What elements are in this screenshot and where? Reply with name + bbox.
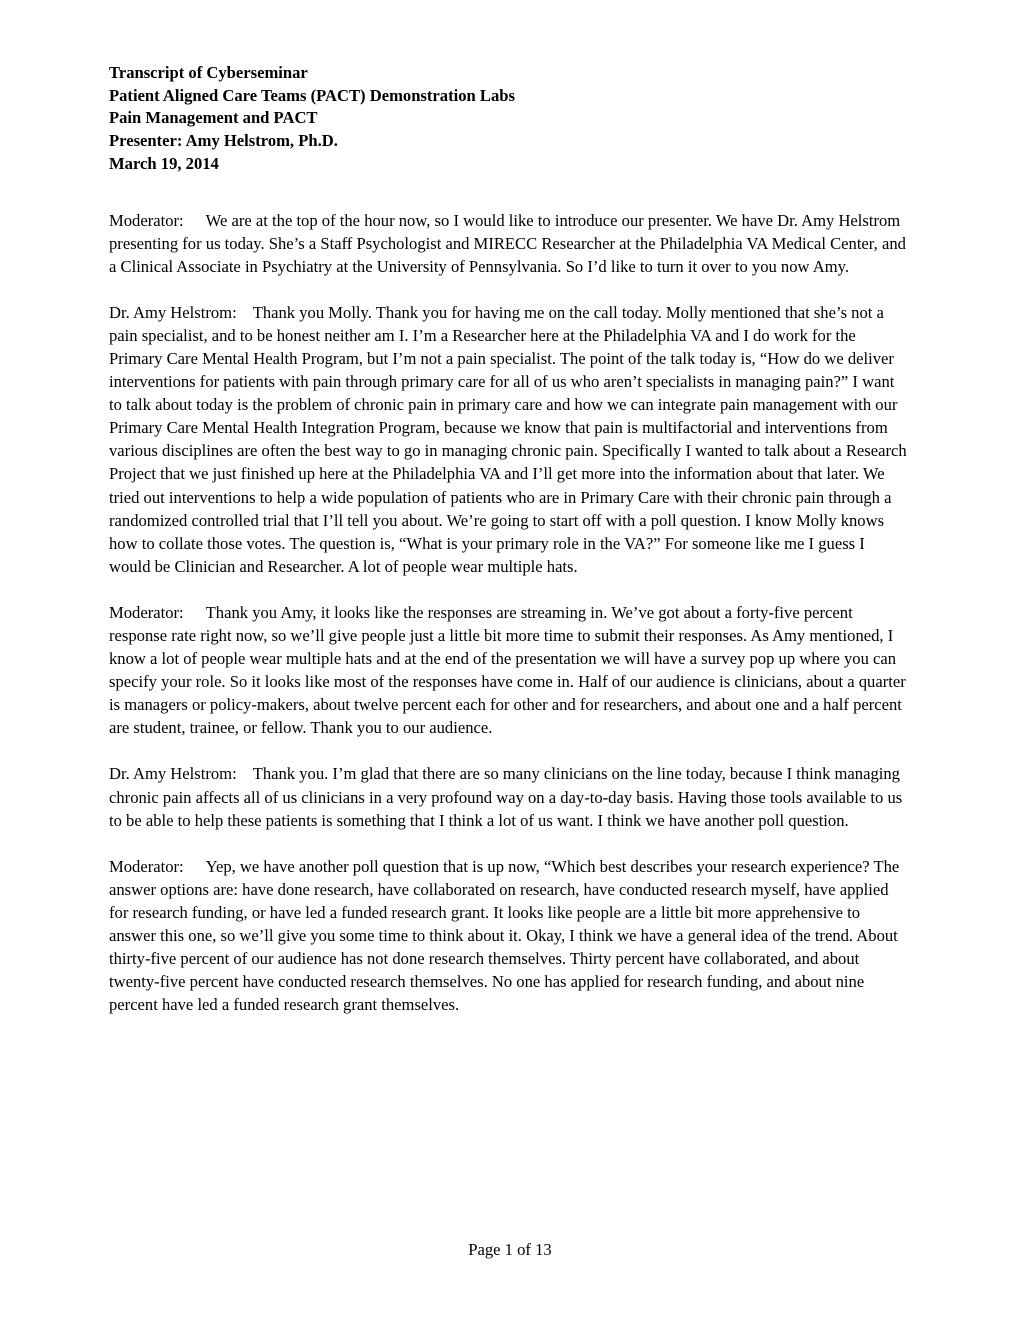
header-title: Transcript of Cyberseminar [109, 63, 308, 82]
header-topic: Pain Management and PACT [109, 108, 318, 128]
transcript-paragraph [109, 601, 909, 740]
document-page [109, 62, 909, 1039]
page-number: Page 1 of 13 [468, 1240, 552, 1259]
speaker-label: Moderator: [109, 856, 184, 876]
transcript-paragraph [109, 855, 909, 1017]
speaker-label: Dr. Amy Helstrom: [109, 302, 237, 322]
speaker-label: Moderator: [109, 210, 184, 230]
transcript-body [109, 209, 909, 1017]
speaker-label: Dr. Amy Helstrom: [109, 764, 237, 784]
transcript-paragraph [109, 762, 909, 831]
header-date: March 19, 2014 [109, 153, 219, 173]
header-series: Patient Aligned Care Teams (PACT) Demonstration Labs [109, 85, 515, 105]
speech-text: Yep, we have another poll question that is up now, “Which best describes your research experience? The answer options are: have done research, have collaborated on research, have conducted research myself, have applied for research funding, or have led a funded research grant. It looks like people are a little bit more apprehensive to answer this one, so we’ll give you some time to think about it. Okay, I think we have a general idea of the trend. About thirty-five percent of our audience has not done research themselves. Thirty percent have collaborated, and about twenty-five percent have conducted research themselves. No one has applied for research funding, and about nine percent have led a funded research grant themselves. [109, 856, 900, 1015]
transcript-paragraph [109, 209, 909, 278]
speech-text: Thank you Amy, it looks like the responses are streaming in. We’ve got about a forty-five percent response rate right now, so we’ll give people just a little bit more time to submit their responses. As Amy mentioned, I know a lot of people wear multiple hats and at the end of the presentation we will have a survey pop up where you can specify your role. So it looks like most of the responses have come in. Half of our audience is clinicians, about a quarter is managers or policy-makers, about twelve percent each for other and for researchers, and about one and a half percent are student, trainee, or fellow. Thank you to our audience. [109, 602, 906, 738]
speech-text: Thank you. I’m glad that there are so many clinicians on the line today, because I think managing chronic pain affects all of us clinicians in a very profound way on a day-to-day basis. Having those tools available to us to be able to help these patients is something that I think a lot of us want. I think we have another poll question. [109, 764, 903, 830]
transcript-paragraph [109, 301, 909, 578]
speaker-label: Moderator: [109, 602, 184, 622]
document-header [109, 62, 909, 176]
speech-text: Thank you Molly. Thank you for having me on the call today. Molly mentioned that she’s not a pain specialist, and to be honest neither am I. I’m a Researcher here at the Philadelphia VA and I do work for the Primary Care Mental Health Program, but I’m not a pain specialist. The point of the talk today is, “How do we deliver interventions for patients with pain through primary care for all of us who aren’t specialists in managing pain?” I want to talk about today is the problem of chronic pain in primary care and how we can integrate pain management with our Primary Care Mental Health Integration Program, because we know that pain is multifactorial and interventions from various disciplines are often the best way to go in managing chronic pain. Specifically I wanted to talk about a Research Project that we just finished up here at the Philadelphia VA and I’ll get more into the information about that later. We tried out interventions to help a wide population of patients who are in Primary Care with their chronic pain through a randomized controlled trial that I’ll tell you about. We’re going to start off with a poll question. I know Molly knows how to collate those votes. The question is, “What is your primary role in the VA?” For someone like me I guess I would be Clinician and Researcher. A lot of people wear multiple hats. [109, 302, 907, 576]
header-presenter: Presenter: Amy Helstrom, Ph.D. [109, 131, 338, 151]
speech-text: We are at the top of the hour now, so I would like to introduce our presenter. We have Dr. Amy Helstrom presenting for us today. She’s a Staff Psychologist and MIRECC Researcher at the Philadelphia VA Medical Center, and a Clinical Associate in Psychiatry at the University of Pennsylvania. So I’d like to turn it over to you now Amy. [109, 210, 906, 276]
